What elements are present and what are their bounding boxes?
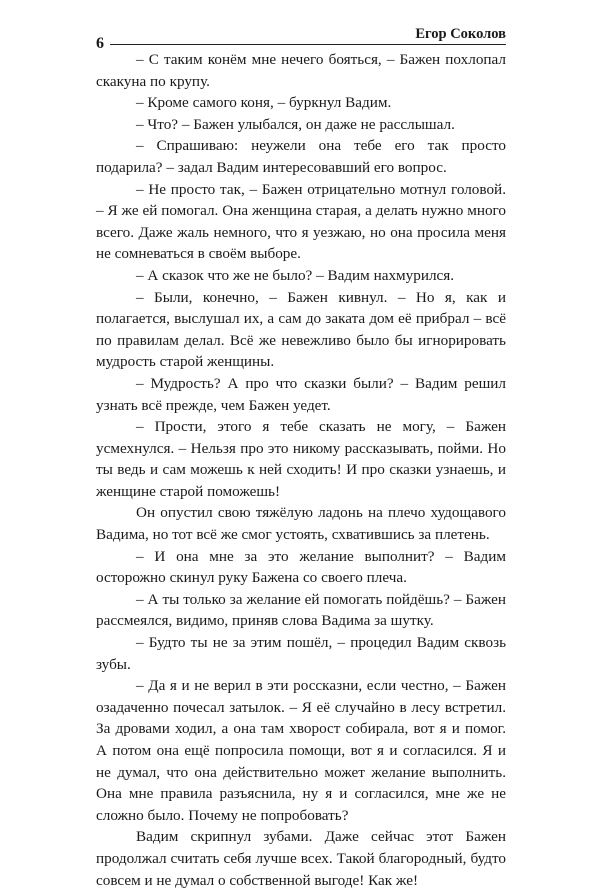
page-number: 6 [96, 36, 110, 52]
paragraph: – С таким конём мне нечего бояться, – Бажен похлопал скакуна по крупу. [96, 51, 506, 90]
paragraph: – Будто ты не за этим пошёл, – процедил Вадим сквозь зубы. [96, 634, 506, 673]
paragraph: Вадим скрипнул зубами. Даже сейчас этот Бажен продолжал считать себя лучше всех. Такой благородный, будто совсем и не думал о собственной выгоде! Как же! [96, 828, 506, 889]
paragraph: – А ты только за желание ей помогать пойдёшь? – Бажен рассмеялся, видимо, приняв слова Вадима за шутку. [96, 590, 506, 630]
page-header [96, 22, 506, 52]
paragraph: – Что? – Бажен улыбался, он даже не расслышал. [136, 115, 455, 133]
paragraph: – Прости, этого я тебе сказать не могу, – Бажен усмехнулся. – Нельзя про это никому рассказывать, пойми. Но ты ведь и сам можешь к ней сходить! И про сказки узнаешь, и женщине старой поможешь! [96, 418, 506, 500]
paragraph: – И она мне за это желание выполнит? – Вадим осторожно скинул руку Бажена со своего плеча. [96, 547, 506, 587]
paragraph: – Кроме самого коня, – буркнул Вадим. [136, 94, 392, 112]
paragraph: – Были, конечно, – Бажен кивнул. – Но я, как и полагается, выслушал их, а сам до заката дом её прибрал – всё по правилам делал. Всё же невежливо было бы игнорировать мудрость старой женщины. [96, 288, 506, 371]
body-text [96, 49, 506, 891]
paragraph: – Да я и не верил в эти россказни, если честно, – Бажен озадаченно почесал затылок. – Я её случайно в лесу встретил. За дровами ходил, а она там хворост собирала, вот я и помог. А потом она ещё попросила помощи, вот я и согласился. Я и не думал, что она действительно может желание выполнить. Она мне правила разъяснила, ну я и согласился, мне же не сложно было. Почему не попробовать? [96, 677, 506, 824]
paragraph: – Спрашиваю: неужели она тебе его так просто подарила? – задал Вадим интересовавший его вопрос. [96, 137, 506, 176]
paragraph: – Не просто так, – Бажен отрицательно мотнул головой. – Я же ей помогал. Она женщина старая, а делать нужно много всего. Даже жаль немного, что я уезжаю, но она просила меня не сомневаться в своём выборе. [96, 180, 506, 263]
paragraph: Он опустил свою тяжёлую ладонь на плечо худощавого Вадима, но тот всё же смог устоять, схватившись за плетень. [96, 504, 506, 544]
paragraph: – А сказок что же не было? – Вадим нахмурился. [136, 266, 455, 284]
paragraph: – Мудрость? А про что сказки были? – Вадим решил узнать всё прежде, чем Бажен уедет. [96, 374, 506, 414]
running-head-author: Егор Соколов [415, 26, 506, 42]
book-page [96, 22, 506, 891]
